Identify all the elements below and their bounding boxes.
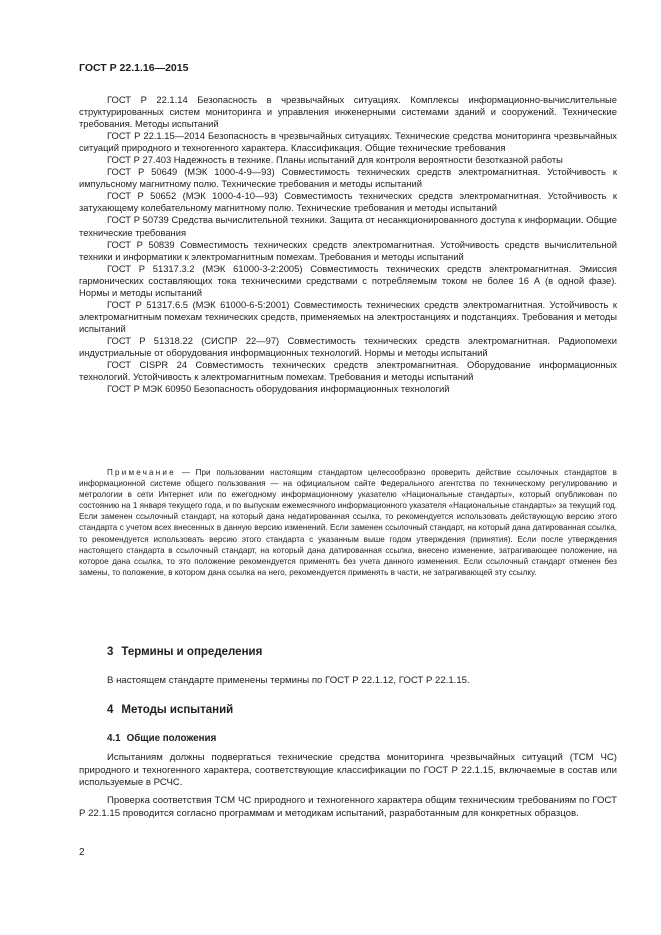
reference-item: ГОСТ Р 22.1.14 Безопасность в чрезвычайных ситуациях. Комплексы информационно-вычислительные структурированных систем мониторинга и управления инженерными системами зданий и сооружений. Технические требования. Методы испытаний: [79, 94, 617, 130]
section-3-text: В настоящем стандарте применены термины по ГОСТ Р 22.1.12, ГОСТ Р 22.1.15.: [107, 675, 470, 686]
reference-item: ГОСТ Р МЭК 60950 Безопасность оборудования информационных технологий: [107, 383, 450, 395]
section-4-paragraph: Проверка соответствия ТСМ ЧС природного и техногенного характера общим техническим требованиям по ГОСТ Р 22.1.15 проводится согласно программам и методикам испытаний, разработанным для конкретных образцов.: [79, 795, 617, 819]
section-3-heading: [107, 646, 262, 658]
reference-item: ГОСТ Р 50649 (МЭК 1000-4-9—93) Совместимость технических средств электромагнитная. Устойчивость к импульсному магнитному полю. Технические требования и методы испытаний: [79, 166, 617, 190]
reference-item: ГОСТ Р 22.1.15—2014 Безопасность в чрезвычайных ситуациях. Технические средства мониторинга чрезвычайных ситуаций природного и техногенного характера. Классификация. Общие технические требования: [79, 130, 617, 154]
subsection-4-1-heading: [107, 733, 216, 744]
section-3-number: 3: [107, 646, 114, 658]
reference-item: ГОСТ Р 50839 Совместимость технических средств электромагнитная. Устойчивость средств вычислительной техники и информатики к электромагнитным помехам. Требования и методы испытаний: [79, 238, 617, 262]
section-3-title: Термины и определения: [121, 646, 263, 658]
references-list: [79, 94, 617, 395]
reference-item: ГОСТ Р 51317.6.5 (МЭК 61000-6-5:2001) Совместимость технических средств электромагнитная. Устойчивость к электромагнитным помехам технических средств, применяемых на электростанциях и подстанциях. Требования и методы испытаний: [79, 298, 617, 334]
section-4-number: 4: [107, 704, 114, 716]
reference-item: ГОСТ Р 50739 Средства вычислительной техники. Защита от несанкционированного доступа к информации. Общие технические требования: [79, 214, 617, 238]
subsection-4-1-number: 4.1: [107, 733, 121, 744]
section-4-title: Методы испытаний: [121, 704, 234, 716]
reference-item: ГОСТ Р 51317.3.2 (МЭК 61000-3-2:2005) Совместимость технических средств электромагнитная. Эмиссия гармонических составляющих тока техническими средствами с потребляемым током не более 16 А (в одной фазе). Нормы и методы испытаний: [79, 262, 617, 298]
note-text: — При пользовании настоящим стандартом целесообразно проверить действие ссылочных стандартов в информационной системе общего пользования — на официальном сайте Федерального агентства по техническому регулированию и метрологии в сети Интернет или по ежегодному информационному указателю «Национальные стандарты», который опубликован по состоянию на 1 января текущего года, и по выпускам ежемесячного информационного указателя «Национальные стандарты» за текущий год. Если заменен ссылочный стандарт, на который дана недатированная ссылка, то рекомендуется использовать действующую версию этого стандарта с учетом всех внесенных в данную версию изменений. Если заменен ссылочный стандарт, на который дана датированная ссылка, то рекомендуется использовать версию этого стандарта с указанным выше годом утверждения (принятия). Если после утверждения настоящего стандарта в ссылочный стандарт, на который дана датированная ссылка, внесено изменение, затрагивающее положение, на которое дана ссылка, то это положение рекомендуется применять без учета данного изменения. Если ссылочный стандарт отменен без замены, то положение, в котором дана ссылка на него, рекомендуется применять в части, не затрагивающей эту ссылку.: [79, 468, 617, 577]
section-4-heading: [107, 704, 233, 716]
document-header: ГОСТ Р 22.1.16—2015: [79, 62, 189, 74]
note-paragraph: [79, 467, 617, 578]
note-label: Примечание: [107, 468, 176, 477]
reference-item: ГОСТ Р 51318.22 (СИСПР 22—97) Совместимость технических средств электромагнитная. Радиопомехи индустриальные от оборудования информационных технологий. Нормы и методы испытаний: [79, 334, 617, 358]
reference-item: ГОСТ CISPR 24 Совместимость технических средств электромагнитная. Оборудование информационных технологий. Устойчивость к электромагнитным помехам. Требования и методы испытаний: [79, 359, 617, 383]
reference-item: ГОСТ Р 27.403 Надежность в технике. Планы испытаний для контроля вероятности безотказной работы: [107, 154, 563, 166]
page-number: 2: [79, 847, 85, 858]
subsection-4-1-title: Общие положения: [126, 733, 217, 744]
reference-item: ГОСТ Р 50652 (МЭК 1000-4-10—93) Совместимость технических средств электромагнитная. Устойчивость к затухающему колебательному магнитному полю. Технические требования и методы испытаний: [79, 190, 617, 214]
section-4-paragraph: Испытаниям должны подвергаться технические средства мониторинга чрезвычайных ситуаций (ТСМ ЧС) природного и техногенного характера, соответствующие классификации по ГОСТ Р 22.1.15, включаемые в состав или используемые в РСЧС.: [79, 752, 617, 789]
